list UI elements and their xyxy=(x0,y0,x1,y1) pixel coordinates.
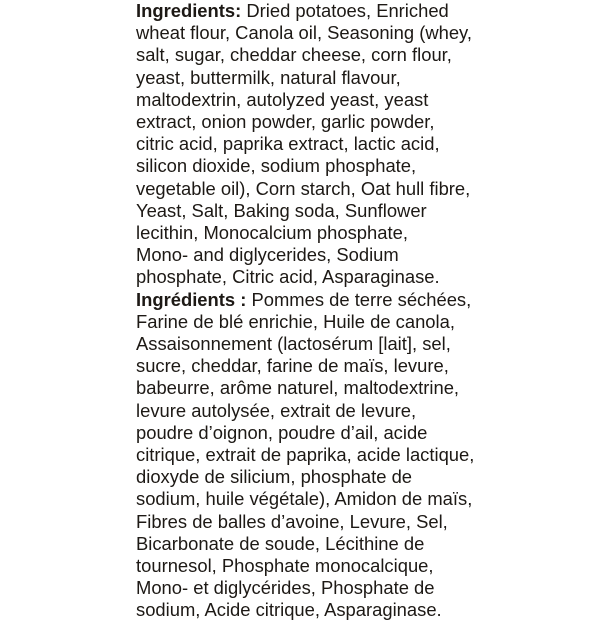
ingredients-fr-line: dioxyde de silicium, phosphate de xyxy=(136,466,413,488)
ingredients-fr-line: levure autolysée, extrait de levure, xyxy=(136,399,417,421)
ingredients-en-line: Mono- and diglycerides, Sodium xyxy=(136,244,399,266)
ingredients-fr-line: sucre, cheddar, farine de maïs, levure, xyxy=(136,355,449,377)
ingredients-fr-line: sodium, huile végétale), Amidon de maïs, xyxy=(136,488,473,510)
ingredients-en-line: maltodextrin, autolyzed yeast, yeast xyxy=(136,88,429,110)
ingredients-en-text: Dried potatoes, Enriched xyxy=(241,0,449,21)
ingredients-fr-line: Fibres de balles d’avoine, Levure, Sel, xyxy=(136,510,448,532)
ingredients-en-line: wheat flour, Canola oil, Seasoning (whey, xyxy=(136,22,472,44)
ingredients-fr-line: sodium, Acide citrique, Asparaginase. xyxy=(136,599,442,621)
ingredients-en-line: salt, sugar, cheddar cheese, corn flour, xyxy=(136,44,452,66)
ingredients-fr-line: Farine de blé enrichie, Huile de canola, xyxy=(136,310,455,332)
ingredients-fr-line: Assaisonnement (lactosérum [lait], sel, xyxy=(136,333,451,355)
ingredients-en-line: silicon dioxide, sodium phosphate, xyxy=(136,155,417,177)
ingredients-en-section xyxy=(136,0,596,289)
ingredients-en-line: yeast, buttermilk, natural flavour, xyxy=(136,66,401,88)
ingredients-en-line xyxy=(136,0,596,22)
ingredients-fr-text: Pommes de terre séchées, xyxy=(246,288,472,310)
ingredients-fr-heading: Ingrédients : xyxy=(136,288,247,310)
ingredients-en-line: phosphate, Citric acid, Asparaginase. xyxy=(136,266,440,288)
ingredients-fr-line: poudre d’oignon, poudre d’ail, acide xyxy=(136,421,428,443)
ingredients-fr-line xyxy=(136,289,596,311)
ingredients-fr-line: Mono- et diglycérides, Phosphate de xyxy=(136,577,435,599)
ingredients-en-heading: Ingredients: xyxy=(136,0,242,21)
ingredients-fr-section xyxy=(136,289,596,622)
ingredients-fr-line: babeurre, arôme naturel, maltodextrine, xyxy=(136,377,460,399)
ingredients-fr-line: citrique, extrait de paprika, acide lactique, xyxy=(136,444,475,466)
ingredients-fr-line: Bicarbonate de soude, Lécithine de xyxy=(136,532,425,554)
ingredients-en-line: extract, onion powder, garlic powder, xyxy=(136,111,435,133)
ingredients-en-line: vegetable oil), Corn starch, Oat hull fibre, xyxy=(136,177,471,199)
ingredients-panel xyxy=(136,0,596,622)
ingredients-en-line: lecithin, Monocalcium phosphate, xyxy=(136,222,408,244)
ingredients-fr-line: tournesol, Phosphate monocalcique, xyxy=(136,555,434,577)
ingredients-en-line: citric acid, paprika extract, lactic acid, xyxy=(136,133,440,155)
ingredients-en-line: Yeast, Salt, Baking soda, Sunflower xyxy=(136,199,427,221)
